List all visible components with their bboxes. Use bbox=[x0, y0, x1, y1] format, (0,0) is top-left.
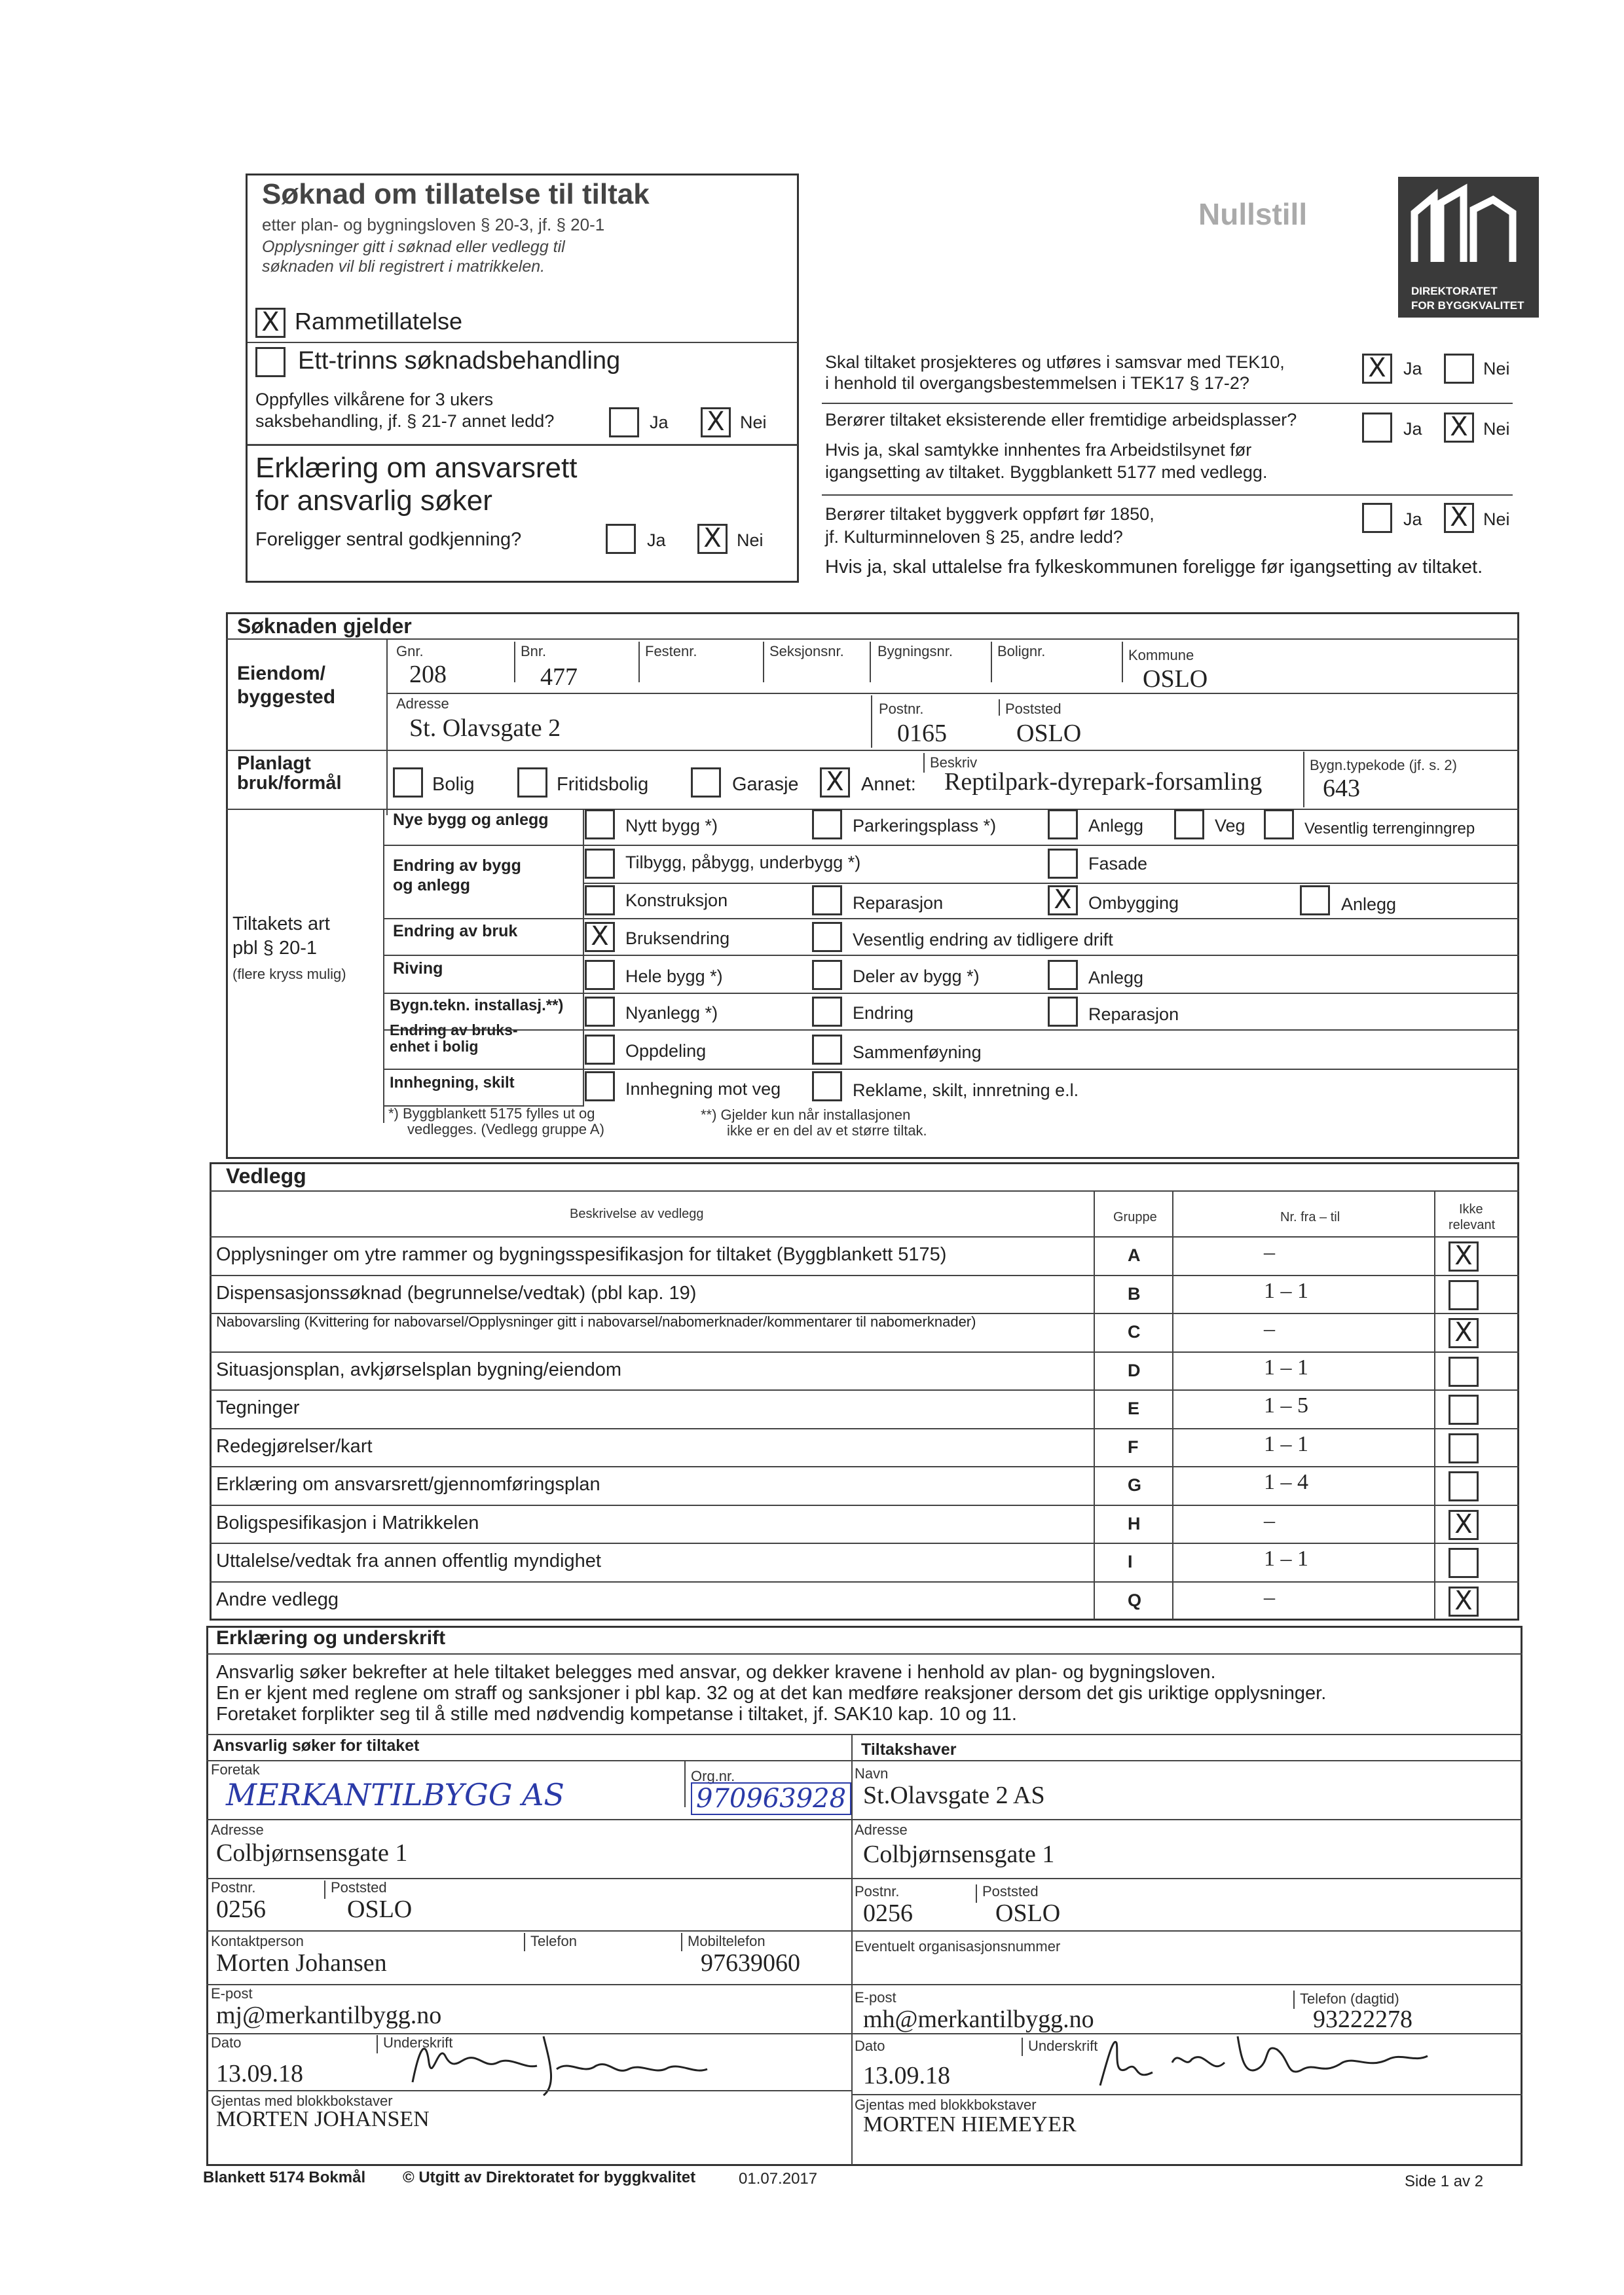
ja-label: Ja bbox=[1403, 359, 1422, 378]
erklaring-text: Ansvarlig søker bekrefter at hele tiltaket belegges med ansvar, og dekker kravene i henhold av plan- og bygningsloven. bbox=[216, 1662, 1216, 1683]
vedlegg-gruppe: C bbox=[1128, 1322, 1141, 1342]
eiendom-label: byggested bbox=[237, 686, 336, 708]
tek10-ja-checkbox[interactable]: X bbox=[1362, 354, 1392, 384]
parkering-label: Parkeringsplass *) bbox=[853, 816, 997, 835]
vedlegg-nr[interactable]: – bbox=[1264, 1317, 1275, 1341]
adresse-label: Adresse bbox=[855, 1822, 908, 1838]
bygningsnr-label: Bygningsnr. bbox=[877, 643, 953, 659]
footnote: *) Byggblankett 5175 fylles ut og bbox=[388, 1105, 595, 1122]
ikke-relevant-checkbox[interactable]: X bbox=[1449, 1318, 1479, 1348]
anlegg3-checkbox[interactable] bbox=[1048, 960, 1078, 990]
navn-label: Navn bbox=[855, 1765, 889, 1782]
dato-label: Dato bbox=[211, 2034, 242, 2051]
etttrinns-checkbox[interactable] bbox=[255, 347, 286, 377]
kommune-label: Kommune bbox=[1128, 647, 1194, 663]
ansvarsrett-title: Erklæring om ansvarsrett bbox=[255, 452, 578, 484]
vedlegg-desc: Tegninger bbox=[216, 1397, 300, 1418]
planlagt-label: bruk/formål bbox=[237, 773, 342, 794]
endring-bruksenhet-label: enhet i bolig bbox=[390, 1038, 479, 1055]
vilkar-label: Oppfylles vilkårene for 3 ukers bbox=[255, 390, 494, 409]
mobil-label: Mobiltelefon bbox=[688, 1933, 766, 1949]
planlagt-label: Planlagt bbox=[237, 753, 311, 774]
nyanlegg-checkbox[interactable] bbox=[585, 997, 615, 1027]
poststed-label: Poststed bbox=[331, 1879, 387, 1896]
fasade-label: Fasade bbox=[1088, 854, 1148, 873]
table-row-divider bbox=[210, 1505, 1519, 1506]
vesentlig-endring-label: Vesentlig endring av tidligere drift bbox=[853, 930, 1113, 949]
table-row-divider bbox=[210, 1275, 1519, 1276]
soker-gjentas-value[interactable]: MORTEN JOHANSEN bbox=[216, 2107, 430, 2131]
bnr-label: Bnr. bbox=[521, 643, 547, 659]
hele-bygg-label: Hele bygg *) bbox=[625, 966, 723, 986]
tiltakets-art-label: (flere kryss mulig) bbox=[232, 966, 346, 982]
question-1850: jf. Kulturminneloven § 25, andre ledd? bbox=[825, 527, 1123, 547]
konstruksjon-checkbox[interactable] bbox=[585, 885, 615, 915]
parkering-checkbox[interactable] bbox=[812, 809, 842, 839]
footer-utgitt: © Utgitt av Direktoratet for byggkvalitet bbox=[403, 2169, 696, 2186]
endring-bruk-label: Endring av bruk bbox=[393, 922, 518, 940]
tiltakshaver-telefon-value[interactable]: 93222278 bbox=[1313, 2006, 1412, 2033]
fritidsbolig-label: Fritidsbolig bbox=[557, 774, 649, 795]
veg-checkbox[interactable] bbox=[1174, 809, 1204, 839]
tiltakshaver-title: Tiltakshaver bbox=[861, 1740, 957, 1759]
nytt-bygg-checkbox[interactable] bbox=[585, 809, 615, 839]
festenr-label: Festenr. bbox=[645, 643, 697, 659]
ikke-relevant-checkbox[interactable] bbox=[1449, 1433, 1479, 1463]
nei-label: Nei bbox=[1483, 509, 1510, 529]
nye-bygg-label: Nye bygg og anlegg bbox=[393, 811, 549, 829]
vedlegg-nr[interactable]: 1 – 1 bbox=[1264, 1278, 1308, 1303]
erklaring-text: En er kjent med reglene om straff og sanksjoner i pbl kap. 32 og at det kan medføre reaksjoner dersom det gis uriktige opplysninger. bbox=[216, 1683, 1327, 1704]
vedlegg-nr[interactable]: 1 – 1 bbox=[1264, 1431, 1308, 1456]
header-note: Opplysninger gitt i søknad eller vedlegg til bbox=[262, 238, 565, 256]
arbeidsplasser-nei-checkbox[interactable]: X bbox=[1444, 413, 1474, 443]
nei-label: Nei bbox=[737, 530, 764, 550]
foretak-label: Foretak bbox=[211, 1761, 260, 1778]
seksjonsnr-label: Seksjonsnr. bbox=[769, 643, 844, 659]
bruksendring-checkbox[interactable]: X bbox=[585, 922, 615, 952]
logo-text: DIREKTORATET bbox=[1411, 285, 1498, 297]
bruksendring-label: Bruksendring bbox=[625, 928, 730, 948]
tiltakshaver-epost-value[interactable]: mh@merkantilbygg.no bbox=[863, 2006, 1094, 2033]
vedlegg-desc: Redegjørelser/kart bbox=[216, 1435, 373, 1457]
vedlegg-desc: Uttalelse/vedtak fra annen offentlig myndighet bbox=[216, 1551, 601, 1571]
anlegg-checkbox[interactable] bbox=[1048, 809, 1078, 839]
postnr-label: Postnr. bbox=[879, 701, 924, 717]
vedlegg-gruppe: D bbox=[1128, 1360, 1141, 1380]
1850-ja-checkbox[interactable] bbox=[1362, 503, 1392, 533]
table-row-divider bbox=[210, 1389, 1519, 1391]
header-note: søknaden vil bli registrert i matrikkelen. bbox=[262, 257, 545, 276]
vedlegg-gruppe: B bbox=[1128, 1283, 1141, 1304]
direktorat-logo bbox=[1398, 177, 1539, 318]
vedlegg-gruppe: Q bbox=[1128, 1590, 1142, 1610]
vedlegg-gruppe: H bbox=[1128, 1513, 1141, 1533]
anlegg-label: Anlegg bbox=[1341, 894, 1397, 914]
vedlegg-desc: Opplysninger om ytre rammer og bygningsspesifikasjon for tiltaket (Byggblankett 5175) bbox=[216, 1244, 947, 1265]
table-row-divider bbox=[210, 1581, 1519, 1583]
anlegg-label: Anlegg bbox=[1088, 968, 1144, 987]
col-nr-header: Nr. fra – til bbox=[1280, 1210, 1340, 1224]
vedlegg-desc: Dispensasjonssøknad (begrunnelse/vedtak) (pbl kap. 19) bbox=[216, 1282, 697, 1304]
question-1850: Berører tiltaket byggverk oppført før 1850, bbox=[825, 504, 1154, 524]
footer-dato: 01.07.2017 bbox=[739, 2170, 818, 2188]
vedlegg-gruppe: G bbox=[1128, 1475, 1142, 1495]
ikke-relevant-checkbox[interactable]: X bbox=[1449, 1241, 1479, 1272]
tiltakshaver-adresse-value[interactable]: Colbjørnsensgate 1 bbox=[863, 1841, 1055, 1868]
soker-dato-value[interactable]: 13.09.18 bbox=[216, 2060, 303, 2087]
terreng-label: Vesentlig terrenginngrep bbox=[1304, 820, 1475, 837]
beskriv-label: Beskriv bbox=[930, 754, 978, 771]
tiltakshaver-dato-value[interactable]: 13.09.18 bbox=[863, 2062, 950, 2089]
vedlegg-desc: Andre vedlegg bbox=[216, 1588, 339, 1610]
vedlegg-nr[interactable]: 1 – 1 bbox=[1264, 1355, 1308, 1380]
orgnr-value[interactable]: 970963928 bbox=[691, 1782, 851, 1815]
eiendom-label: Eiendom/ bbox=[237, 663, 326, 684]
anlegg-label: Anlegg bbox=[1088, 816, 1144, 835]
soker-postnr-value[interactable]: 0256 bbox=[216, 1896, 266, 1923]
tiltakshaver-poststed-value[interactable]: OSLO bbox=[995, 1900, 1061, 1927]
ansvarsrett-title: for ansvarlig søker bbox=[255, 485, 492, 517]
table-row-divider bbox=[210, 1428, 1519, 1429]
typekode-label: Bygn.typekode (jf. s. 2) bbox=[1310, 757, 1457, 773]
ikke-relevant-checkbox[interactable] bbox=[1449, 1280, 1479, 1310]
vedlegg-desc: Situasjonsplan, avkjørselsplan bygning/eiendom bbox=[216, 1359, 622, 1380]
anlegg2-checkbox[interactable] bbox=[1300, 885, 1330, 915]
sentral-godkjenning-label: Foreligger sentral godkjenning? bbox=[255, 529, 522, 550]
tek10-nei-checkbox[interactable] bbox=[1444, 354, 1474, 384]
bygntekn-label: Bygn.tekn. installasj.**) bbox=[390, 997, 564, 1014]
epost-label: E-post bbox=[211, 1985, 253, 2002]
vedlegg-nr[interactable]: – bbox=[1264, 1508, 1275, 1533]
rammetillatelse-label: Rammetillatelse bbox=[295, 308, 463, 335]
form-title: Søknad om tillatelse til tiltak bbox=[262, 178, 650, 210]
nei-label: Nei bbox=[1483, 419, 1510, 439]
epost-label: E-post bbox=[855, 1989, 896, 2006]
ombygging-checkbox[interactable]: X bbox=[1048, 885, 1078, 915]
reklame-label: Reklame, skilt, innretning e.l. bbox=[853, 1080, 1079, 1100]
annet-checkbox[interactable]: X bbox=[820, 767, 850, 798]
ikke-relevant-checkbox[interactable] bbox=[1449, 1357, 1479, 1387]
veg-label: Veg bbox=[1215, 816, 1246, 835]
endring-bruksenhet-label: Endring av bruks- bbox=[390, 1021, 518, 1038]
reset-button[interactable]: Nullstill bbox=[1198, 197, 1308, 231]
ikke-relevant-checkbox[interactable]: X bbox=[1449, 1510, 1479, 1540]
postnr-label: Postnr. bbox=[855, 1883, 900, 1900]
question-tek10: i henhold til overgangsbestemmelsen i TEK17 § 17-2? bbox=[825, 373, 1249, 393]
gnr-value[interactable]: 208 bbox=[409, 661, 447, 688]
underskrift-label: Underskrift bbox=[383, 2034, 453, 2051]
ikke-relevant-checkbox[interactable] bbox=[1449, 1471, 1479, 1501]
adresse-label: Adresse bbox=[396, 695, 449, 712]
fasade-checkbox[interactable] bbox=[1048, 849, 1078, 879]
garasje-label: Garasje bbox=[732, 774, 799, 795]
nyanlegg-label: Nyanlegg *) bbox=[625, 1003, 718, 1023]
sammenfoyning-label: Sammenføyning bbox=[853, 1042, 982, 1062]
postnr-label: Postnr. bbox=[211, 1879, 256, 1896]
endring-label: Endring bbox=[853, 1003, 914, 1023]
mobil-value[interactable]: 97639060 bbox=[701, 1949, 800, 1977]
gjentas-label: Gjentas med blokkbokstaver bbox=[855, 2097, 1037, 2113]
vedlegg-nr[interactable]: 1 – 5 bbox=[1264, 1393, 1308, 1418]
ja-label: Ja bbox=[1403, 509, 1422, 529]
ja-label: Ja bbox=[650, 413, 669, 432]
nytt-bygg-label: Nytt bygg *) bbox=[625, 816, 718, 835]
telefon-label: Telefon (dagtid) bbox=[1300, 1991, 1399, 2007]
1850-nei-checkbox[interactable]: X bbox=[1444, 503, 1474, 533]
soker-epost-value[interactable]: mj@merkantilbygg.no bbox=[216, 2002, 442, 2029]
soker-adresse-value[interactable]: Colbjørnsensgate 1 bbox=[216, 1839, 408, 1867]
endring-bygg-label: og anlegg bbox=[393, 876, 471, 894]
ikke-relevant-checkbox[interactable]: X bbox=[1449, 1587, 1479, 1617]
typekode-value[interactable]: 643 bbox=[1323, 775, 1360, 802]
question-1850-note: Hvis ja, skal uttalelse fra fylkeskommunen foreligge før igangsetting av tiltaket. bbox=[825, 557, 1483, 578]
innhegning-label: Innhegning, skilt bbox=[390, 1074, 515, 1092]
vedlegg-nr[interactable]: – bbox=[1264, 1585, 1275, 1609]
rammetillatelse-checkbox[interactable]: X bbox=[255, 308, 286, 338]
adresse-value[interactable]: St. Olavsgate 2 bbox=[409, 714, 561, 742]
konstruksjon-label: Konstruksjon bbox=[625, 890, 728, 910]
col-ikke-header: Ikke bbox=[1459, 1202, 1483, 1217]
orgnr-label: Org.nr. bbox=[691, 1768, 735, 1784]
deler-bygg-checkbox[interactable] bbox=[812, 960, 842, 990]
kontaktperson-value[interactable]: Morten Johansen bbox=[216, 1949, 387, 1977]
ja-label: Ja bbox=[1403, 419, 1422, 439]
endring-checkbox[interactable] bbox=[812, 997, 842, 1027]
garasje-checkbox[interactable] bbox=[691, 767, 721, 798]
question-arbeidsplasser: Berører tiltaket eksisterende eller fremtidige arbeidsplasser? bbox=[825, 410, 1297, 430]
erklaring-text: Foretaket forplikter seg til å stille med nødvendig kompetanse i tiltaket, jf. SAK10 kap. 10 og 11. bbox=[216, 1704, 1017, 1725]
ikke-relevant-checkbox[interactable] bbox=[1449, 1548, 1479, 1578]
bolig-checkbox[interactable] bbox=[393, 767, 423, 798]
ikke-relevant-checkbox[interactable] bbox=[1449, 1395, 1479, 1425]
endring-bygg-label: Endring av bygg bbox=[393, 856, 521, 875]
bolig-label: Bolig bbox=[432, 774, 475, 795]
reklame-checkbox[interactable] bbox=[812, 1071, 842, 1101]
building-logo-icon bbox=[1398, 177, 1539, 275]
vedlegg-nr[interactable]: – bbox=[1264, 1240, 1275, 1264]
kontaktperson-label: Kontaktperson bbox=[211, 1933, 304, 1949]
erklaring-section-title: Erklæring og underskrift bbox=[216, 1627, 446, 1649]
arbeidsplasser-ja-checkbox[interactable] bbox=[1362, 413, 1392, 443]
foretak-value[interactable]: MERKANTILBYGG AS bbox=[226, 1777, 564, 1812]
vedlegg-gruppe: I bbox=[1128, 1552, 1133, 1571]
bolignr-label: Bolignr. bbox=[997, 643, 1046, 659]
table-row-divider bbox=[210, 1351, 1519, 1353]
reparasjon-label: Reparasjon bbox=[1088, 1004, 1179, 1024]
vesentlig-endring-checkbox[interactable] bbox=[812, 922, 842, 952]
oppdeling-checkbox[interactable] bbox=[585, 1035, 615, 1065]
question-arbeidsplasser-note: igangsetting av tiltaket. Byggblankett 5177 med vedlegg. bbox=[825, 462, 1268, 482]
riving-label: Riving bbox=[393, 959, 443, 978]
deler-bygg-label: Deler av bygg *) bbox=[853, 966, 980, 986]
nei-label: Nei bbox=[740, 413, 767, 432]
bnr-value[interactable]: 477 bbox=[540, 663, 578, 691]
vilkar-label: saksbehandling, jf. § 21-7 annet ledd? bbox=[255, 411, 555, 431]
sammenfoyning-checkbox[interactable] bbox=[812, 1035, 842, 1065]
poststed-value[interactable]: OSLO bbox=[1016, 720, 1082, 747]
org-nummer-label: Eventuelt organisasjonsnummer bbox=[855, 1938, 1061, 1955]
fritidsbolig-checkbox[interactable] bbox=[517, 767, 547, 798]
vedlegg-desc: Boligspesifikasjon i Matrikkelen bbox=[216, 1512, 479, 1533]
vedlegg-gruppe: E bbox=[1128, 1399, 1140, 1418]
ansvarlig-soker-title: Ansvarlig søker for tiltaket bbox=[213, 1736, 420, 1755]
tiltakets-art-label: pbl § 20-1 bbox=[232, 938, 317, 959]
soknad-section-title: Søknaden gjelder bbox=[237, 614, 412, 638]
tilbygg-checkbox[interactable] bbox=[585, 849, 615, 879]
sentral-ja-checkbox[interactable] bbox=[606, 524, 636, 554]
vedlegg-nr[interactable]: 1 – 4 bbox=[1264, 1470, 1308, 1494]
nei-label: Nei bbox=[1483, 359, 1510, 378]
tiltakshaver-gjentas-value[interactable]: MORTEN HIEMEYER bbox=[863, 2112, 1077, 2137]
footnote: vedlegges. (Vedlegg gruppe A) bbox=[407, 1121, 604, 1137]
footnote: ikke er en del av et større tiltak. bbox=[727, 1122, 927, 1139]
vedlegg-nr[interactable]: 1 – 1 bbox=[1264, 1547, 1308, 1571]
ja-label: Ja bbox=[647, 530, 666, 550]
underskrift-label: Underskrift bbox=[1028, 2038, 1098, 2054]
adresse-label: Adresse bbox=[211, 1822, 264, 1838]
vedlegg-gruppe: A bbox=[1128, 1245, 1141, 1265]
kommune-value[interactable]: OSLO bbox=[1143, 665, 1208, 693]
gjentas-label: Gjentas med blokkbokstaver bbox=[211, 2093, 393, 2109]
reparasjon-checkbox[interactable] bbox=[812, 885, 842, 915]
innhegning-mot-veg-label: Innhegning mot veg bbox=[625, 1079, 781, 1099]
poststed-label: Poststed bbox=[982, 1883, 1039, 1900]
soker-poststed-value[interactable]: OSLO bbox=[347, 1896, 413, 1923]
question-arbeidsplasser-note: Hvis ja, skal samtykke innhentes fra Arbeidstilsynet før bbox=[825, 440, 1252, 460]
vilkar-nei-checkbox[interactable]: X bbox=[701, 407, 731, 437]
col-gruppe-header: Gruppe bbox=[1113, 1210, 1157, 1224]
gnr-label: Gnr. bbox=[396, 643, 424, 659]
tiltakshaver-signature bbox=[1061, 2023, 1480, 2095]
beskriv-value[interactable]: Reptilpark-dyrepark-forsamling bbox=[944, 768, 1263, 796]
vedlegg-section-title: Vedlegg bbox=[226, 1164, 306, 1188]
vilkar-ja-checkbox[interactable] bbox=[609, 407, 639, 437]
tiltakshaver-postnr-value[interactable]: 0256 bbox=[863, 1900, 913, 1927]
telefon-label: Telefon bbox=[530, 1933, 577, 1949]
innhegning-checkbox[interactable] bbox=[585, 1071, 615, 1101]
tiltakshaver-navn-value[interactable]: St.Olavsgate 2 AS bbox=[863, 1782, 1045, 1809]
annet-label: Annet: bbox=[861, 774, 916, 795]
table-row-divider bbox=[210, 1236, 1519, 1238]
vedlegg-desc: Erklæring om ansvarsrett/gjennomføringsplan bbox=[216, 1474, 600, 1495]
vedlegg-desc: Nabovarsling (Kvittering for nabovarsel/Opplysninger gitt i nabovarsel/nabomerknader/kommentarer til nabomerknader) bbox=[216, 1313, 976, 1330]
form-subtitle: etter plan- og bygningsloven § 20-3, jf. § 20-1 bbox=[262, 215, 605, 234]
table-row-divider bbox=[210, 1466, 1519, 1467]
oppdeling-label: Oppdeling bbox=[625, 1041, 707, 1061]
reparasjon2-checkbox[interactable] bbox=[1048, 997, 1078, 1027]
tilbygg-label: Tilbygg, påbygg, underbygg *) bbox=[625, 853, 861, 872]
reparasjon-label: Reparasjon bbox=[853, 893, 944, 913]
hele-bygg-checkbox[interactable] bbox=[585, 960, 615, 990]
postnr-value[interactable]: 0165 bbox=[897, 720, 947, 747]
table-row-divider bbox=[210, 1543, 1519, 1544]
terreng-checkbox[interactable] bbox=[1264, 809, 1294, 839]
dato-label: Dato bbox=[855, 2038, 885, 2054]
tiltakets-art-label: Tiltakets art bbox=[232, 913, 330, 934]
page-number: Side 1 av 2 bbox=[1405, 2173, 1484, 2190]
col-desc-header: Beskrivelse av vedlegg bbox=[570, 1207, 704, 1221]
ombygging-label: Ombygging bbox=[1088, 893, 1179, 913]
logo-text: FOR BYGGKVALITET bbox=[1411, 299, 1524, 312]
question-tek10: Skal tiltaket prosjekteres og utføres i samsvar med TEK10, bbox=[825, 352, 1285, 372]
footer-blankett: Blankett 5174 Bokmål bbox=[203, 2169, 366, 2186]
footnote: **) Gjelder kun når installasjonen bbox=[701, 1107, 911, 1123]
col-ikke-header: relevant bbox=[1449, 1218, 1496, 1232]
sentral-nei-checkbox[interactable]: X bbox=[697, 524, 728, 554]
vedlegg-gruppe: F bbox=[1128, 1437, 1139, 1457]
etttrinns-label: Ett-trinns søknadsbehandling bbox=[298, 347, 621, 375]
poststed-label: Poststed bbox=[1005, 701, 1061, 717]
